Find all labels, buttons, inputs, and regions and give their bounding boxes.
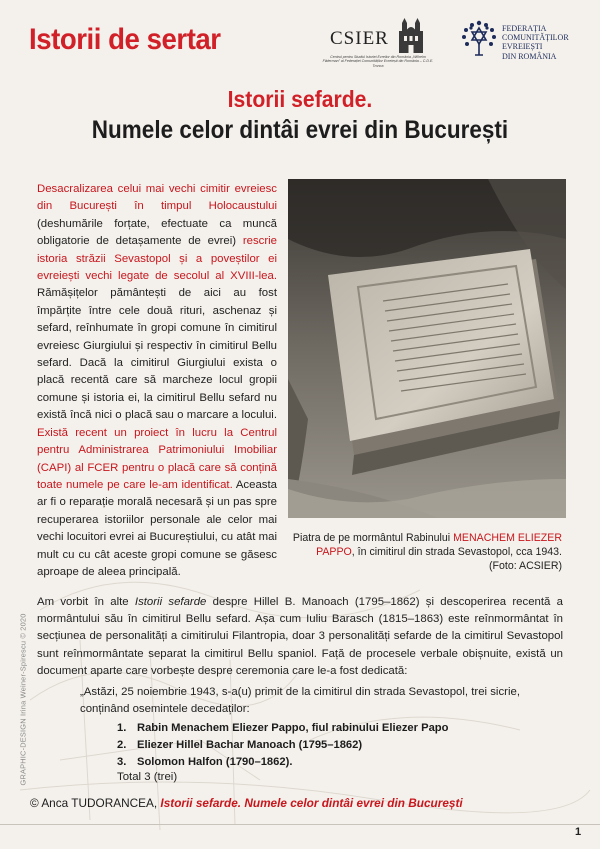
- intro-text-2: (deshumările forțate, efectuate ca muncă obligatorie de detașamente de evrei): [37, 217, 277, 248]
- list-text: Eliezer Hillel Bachar Manoach (1795–1862): [137, 739, 363, 751]
- footer-divider: [0, 824, 600, 825]
- total-count: Total 3 (trei): [117, 771, 178, 783]
- para2-text: Am vorbit în alte: [37, 596, 135, 608]
- intro-red-3: rescrie istoria străzii Sevastopol și a poveștilor ei evreiești vechi legate de secolul al XVIII-lea.: [37, 235, 277, 283]
- intro-red-1: Desacralizarea celui mai vechi cimitir evreiesc din București în timpul Holocaustului: [37, 183, 277, 213]
- tombstone-photo: [288, 179, 566, 518]
- quote-intro: „Astăzi, 25 noiembrie 1943, s-a(u) primit de la cimitirul din strada Sevastopol, trei sicrie, conținând osemintele decedaților:: [80, 686, 520, 715]
- list-text: Solomon Halfon (1790–1862).: [137, 756, 293, 768]
- design-credit-text: GRAPHIC-DESIGN Irina Weiner-Spirescu © 2020: [18, 613, 28, 786]
- caption-red-name: MENACHEM ELIEZER PAPPO: [316, 532, 562, 558]
- design-credit: [12, 613, 28, 788]
- fcer-line: COMUNITĂȚILOR: [502, 33, 569, 43]
- body-paragraph: [37, 594, 563, 680]
- page-number: 1: [575, 826, 582, 838]
- caption-text-end: , în cimitirul din strada Sevastopol, cca 1943. (Foto: ACSIER): [351, 546, 562, 572]
- photo-caption: [288, 531, 562, 573]
- author-credit: [30, 795, 550, 811]
- para2-text-end: despre Hillel B. Manoach (1795–1862) și descoperirea recentă a mormântului său în cimitirul Bellu sefard. Așa cum Iuliu Barasch (1815–1863) este reînmormântat în secțiunea de personalități a cimitirului Filantropia, doar 3 personalități sefarde de la cimitirul Sevastopol sunt reînmormântate separat la cimitirul Bellu spaniol. Față de procesele verbale obișnuite, există un document aparte care vorbește despre ceremonia care le-a fost dedicată:: [37, 596, 563, 677]
- caption-text: Piatra de pe mormântul Rabinului: [292, 532, 454, 544]
- intro-text-6: Aceasta ar fi o reparație morală necesară și un pas spre recuperarea istoriilor personale ale celor mai vechi locuitori evrei ai Bucureștiului, cu atât mai mult cu cu cât aceste gropi comune se găsesc aproape de aleea principală.: [37, 478, 277, 578]
- fcer-line: FEDERAȚIA: [502, 24, 547, 33]
- headline-title: Numele celor dintâi evrei din București: [91, 116, 509, 144]
- headline-subtitle: Istorii sefarde.: [227, 86, 373, 112]
- csier-logo: [322, 17, 434, 73]
- list-number: 1.: [117, 722, 127, 734]
- synagogue-icon: [396, 17, 426, 53]
- para2-italic: Istorii sefarde: [134, 596, 207, 608]
- list-number: 3.: [117, 756, 127, 768]
- csier-logo-wordmark: CSIER: [330, 28, 389, 49]
- article-title-credit: Istorii sefarde. Numele celor dintâi evrei din București: [160, 796, 463, 810]
- list-item: [117, 754, 557, 771]
- fcer-line: DIN ROMÂNIA: [502, 51, 557, 61]
- star-tree-icon: [460, 19, 498, 57]
- list-item: [117, 720, 557, 737]
- list-number: 2.: [117, 739, 127, 751]
- fcer-logo: [458, 17, 598, 73]
- intro-red-5: Există recent un proiect în lucru la Centrul pentru Administrarea Patrimoniului Imobiliar (CAPI) al FCER pentru o placă care să conțină toate numele pe care le-am identificat.: [37, 426, 277, 491]
- fcer-line: EVREIEȘTI: [502, 42, 543, 52]
- intro-paragraph: [37, 181, 277, 581]
- deceased-names-list: [117, 720, 557, 771]
- list-text: Rabin Menachem Eliezer Pappo, fiul rabinului Eliezer Papo: [137, 722, 449, 734]
- intro-text-4: Rămășițelor pământești de aici au fost împărțite între cele două rituri, aschenaz și sefard, reînhumate în gropi comune în cimitirul evreiesc Giurgiului și respectiv în cimitirul Bellu sefard. Dacă la cimitirul Giurgiului exista o placă recentă care să marcheze locul gropii comune și istoria ei, la cimitirul Bellu sefard nu există încă nici o placă sau o marcare a locului.: [37, 287, 277, 422]
- author-name: © Anca TUDORANCEA,: [30, 796, 161, 810]
- csier-logo-caption: Centrul pentru Studiul Istoriei Evreilor din România „Wilhelm Filderman" al Federației Comunităților Evreiești din România – C.D.E. Tronca: [322, 55, 434, 68]
- series-title: Istorii de sertar: [29, 23, 221, 56]
- list-item: [117, 737, 557, 754]
- fcer-logo-text: [502, 24, 592, 61]
